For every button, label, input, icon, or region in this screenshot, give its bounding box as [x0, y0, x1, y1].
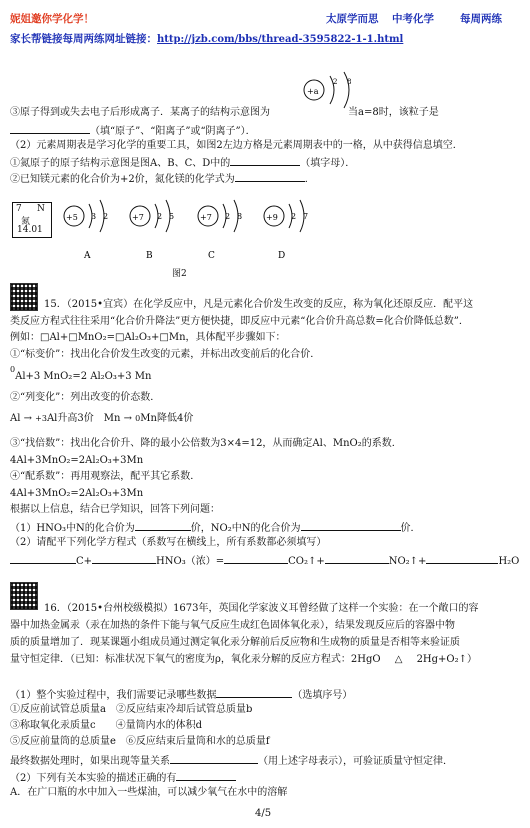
- svg-text:B: B: [146, 251, 153, 261]
- q16-opt34: ③称取氧化汞质量c ④量筒内水的体积d: [10, 720, 203, 731]
- parent-url-link[interactable]: http://jzb.com/bbs/thread-3595822-1-1.html: [157, 34, 404, 45]
- blank-nitrogen-diagram[interactable]: [230, 155, 300, 166]
- svg-text:8: 8: [237, 212, 243, 221]
- line-ion: ③原子得到或失去电子后形成离子．某离子的结构示意图为 当a=8时，该粒子是: [10, 107, 439, 118]
- header-left: 妮姐邀你学化学！: [10, 13, 94, 25]
- qr-code-15: [10, 283, 38, 311]
- page-number: 4/5: [255, 808, 272, 819]
- q16-line3: 质的质量增加了．现某课题小组成员通过测定氧化汞分解前后反应物和生成物的质量是否相等来验证质: [10, 637, 460, 648]
- header-link-1[interactable]: 太原学而思: [326, 13, 379, 25]
- blank-ion-type[interactable]: [10, 123, 90, 134]
- svg-text:2: 2: [103, 212, 109, 221]
- q15-part2: （2）请配平下列化学方程式（系数写在横线上，所有系数都必须填写）: [10, 537, 327, 548]
- svg-text:+7: +7: [132, 213, 144, 222]
- atom-d: [264, 200, 308, 261]
- q16-line2: 器中加热金属汞（汞在加热的条件下能与氧气反应生成红色固体氧化汞），结果发现反应后的容器中物: [10, 620, 455, 631]
- step1-eq: $^0$Al+3 MnO₂=2 Al₂O₃+3 Mn: [10, 365, 152, 382]
- blank-coef-hno3[interactable]: [92, 553, 156, 564]
- q16-opt56: ⑤反应前量筒的总质量e ⑥反应结束后量筒和水的总质量f: [10, 736, 270, 747]
- element-cell-nitrogen: 7 N 氮 14.01: [12, 202, 52, 238]
- svg-text:D: D: [278, 251, 286, 261]
- atom-b: [130, 200, 174, 261]
- q16-option-a: A．在广口瓶的水中加入一些煤油，可以减少氧气在水中的溶解: [10, 787, 288, 798]
- q16-part1: （1）整个实验过程中，我们需要记录哪些数据 （选填序号）: [10, 687, 352, 702]
- header-link-2[interactable]: 中考化学: [392, 13, 434, 25]
- blank-relation[interactable]: [170, 753, 258, 764]
- heat-triangle-icon: △: [394, 654, 403, 665]
- step5: 根据以上信息，结合已学知识，回答下列问题：: [10, 504, 220, 515]
- svg-text:2: 2: [333, 78, 338, 86]
- svg-text:2: 2: [291, 212, 297, 221]
- step1: ①“标变价”：找出化合价发生改变的元素，并标出改变前后的化合价．: [10, 349, 321, 360]
- line-ion-answer: （填“原子”、“阳离子”或“阴离子”）．: [10, 123, 256, 138]
- blank-coef-co2[interactable]: [224, 553, 288, 564]
- line-magnesium: ②已知镁元素的化合价为+2价，氮化镁的化学式为 ．: [10, 171, 315, 186]
- svg-text:3: 3: [91, 212, 97, 221]
- line-nitrogen: ①氮原子的原子结构示意图是图A、B、C、D中的 （填字母）．: [10, 155, 355, 170]
- atom-c: [198, 200, 242, 261]
- step3: ③“找倍数”：找出化合价升、降的最小公倍数为3×4=12，从而确定Al、MnO₂的系数．: [10, 438, 402, 449]
- step3-eq: 4Al+3MnO₂=2Al₂O₃+3Mn: [10, 455, 144, 466]
- q15-part1: （1）HNO₃中N的化合价为 价，NO₂中N的化合价为 价．: [10, 520, 421, 535]
- figure-caption: 图2: [172, 269, 187, 279]
- blank-mg-nitride[interactable]: [235, 171, 305, 182]
- step2: ②“列变化”：列出改变的价态数．: [10, 392, 161, 403]
- q15-equation: C+ HNO₃（浓）= CO₂↑+ NO₂↑+ H₂O: [10, 553, 519, 568]
- svg-text:C: C: [208, 251, 215, 261]
- step2-changes: Al → +3Al升高3价 Mn → 0Mn降低4价: [10, 413, 194, 424]
- header-link-3[interactable]: 每周两练: [460, 13, 502, 25]
- q16-line1: 16．（2015•台州校级模拟）1673年，英国化学家波义耳曾经做了这样一个实验：在一个敞口的容: [44, 603, 479, 614]
- atom-diagrams: [60, 198, 360, 266]
- blank-coef-no2[interactable]: [325, 553, 389, 564]
- q16-line4: 量守恒定律．（已知：标准状况下氧气的密度为ρ，氧化汞分解的反应方程式：2HgO △ 2Hg+O₂↑）: [10, 654, 478, 665]
- svg-text:5: 5: [169, 212, 175, 221]
- blank-coef-c[interactable]: [10, 553, 76, 564]
- line-periodic: （2）元素周期表是学习化学的重要工具，如图2左边方格是元素周期表中的一格，从中获得信息填空．: [10, 140, 463, 151]
- q16-part2: （2）下列有关本实验的描述正确的有: [10, 770, 236, 785]
- step4: ④“配系数”：再用观察法，配平其它系数．: [10, 471, 201, 482]
- step4-eq: 4Al+3MnO₂=2Al₂O₃+3Mn: [10, 488, 144, 499]
- blank-coef-h2o[interactable]: [426, 553, 498, 564]
- parent-label: 家长帮链接每周两练网址链接：: [10, 33, 157, 45]
- svg-text:+5: +5: [66, 213, 78, 222]
- q15-line2: 类反应方程式往往采用“化合价升降法”更方便快捷，即反应中元素“化合价升高总数=化合价降低总数”．: [10, 316, 469, 327]
- svg-text:+9: +9: [266, 213, 278, 222]
- blank-data-items[interactable]: [216, 687, 292, 698]
- q15-example: 例如：□Al+□MnO₂=□Al₂O₃+□Mn，具体配平步骤如下：: [10, 332, 286, 343]
- svg-text:2: 2: [157, 212, 163, 221]
- svg-text:A: A: [84, 251, 91, 261]
- blank-correct[interactable]: [176, 770, 236, 781]
- svg-text:8: 8: [347, 78, 352, 86]
- blank-hno3-n[interactable]: [135, 520, 191, 531]
- svg-text:7: 7: [303, 212, 309, 221]
- q16-opt12: ①反应前试管总质量a ②反应结束冷却后试管总质量b: [10, 704, 253, 715]
- blank-no2-n[interactable]: [301, 520, 401, 531]
- q15-line1: 15．（2015•宜宾）在化学反应中，凡是元素化合价发生改变的反应，称为氧化还原反应．配平这: [44, 299, 474, 310]
- svg-text:+7: +7: [200, 213, 212, 222]
- qr-code-16: [10, 582, 38, 610]
- svg-text:2: 2: [225, 212, 231, 221]
- atom-a: [64, 200, 108, 261]
- q16-relation: 最终数据处理时，如果出现等量关系 （用上述字母表示），可验证质量守恒定律．: [10, 753, 453, 768]
- ion-nucleus-label: +a: [307, 87, 319, 96]
- parent-link-row: [10, 31, 403, 46]
